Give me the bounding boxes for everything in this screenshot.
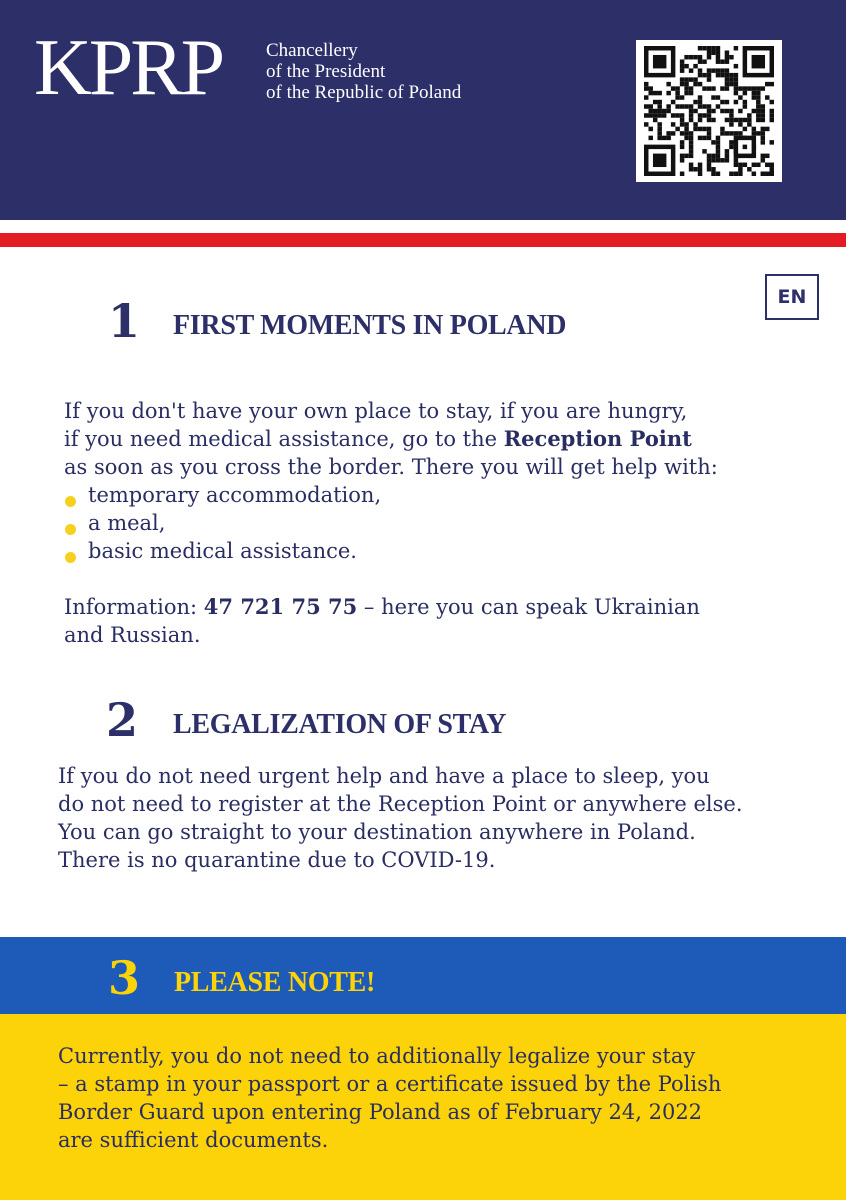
kprp-logo: KPRP — [34, 24, 223, 112]
blue-band — [0, 937, 846, 1014]
section-1-line: if you need medical assistance, go to the Reception Point — [64, 426, 692, 451]
info-line-2: and Russian. — [64, 623, 201, 647]
list-item: a meal, — [64, 509, 824, 537]
section-1-body — [64, 397, 824, 649]
section-1-number: 1 — [108, 294, 141, 348]
section-2-number: 2 — [106, 693, 139, 747]
org-line-2: of the President — [266, 61, 386, 82]
yellow-band — [0, 1014, 846, 1200]
red-stripe — [0, 233, 846, 247]
qr-code-icon — [644, 46, 774, 176]
section-1-line: If you don't have your own place to stay, if you are hungry, — [64, 399, 688, 423]
org-line-1: Chancellery — [266, 40, 358, 61]
section-3-body — [58, 1042, 828, 1154]
section-1-title: FIRST MOMENTS IN POLAND — [173, 310, 567, 341]
section-2-line: do not need to register at the Reception Point or anywhere else. — [58, 792, 743, 816]
help-list — [64, 481, 824, 565]
list-item: basic medical assistance. — [64, 537, 824, 565]
section-3-line: Currently, you do not need to additionally legalize your stay — [58, 1044, 696, 1068]
qr-code[interactable] — [636, 40, 782, 182]
phone-number[interactable]: 47 721 75 75 — [203, 594, 358, 619]
section-2-line: If you do not need urgent help and have a place to sleep, you — [58, 764, 710, 788]
reception-point-emphasis: Reception Point — [503, 426, 692, 451]
section-3-line: – a stamp in your passport or a certificate issued by the Polish — [58, 1072, 722, 1096]
org-line-3: of the Republic of Poland — [266, 82, 462, 103]
section-1-line: as soon as you cross the border. There you will get help with: — [64, 455, 718, 479]
section-3-title: PLEASE NOTE! — [174, 967, 375, 998]
section-3-line: are sufficient documents. — [58, 1128, 329, 1152]
section-3-number: 3 — [108, 951, 141, 1005]
section-2-body — [58, 762, 828, 874]
section-2-title: LEGALIZATION OF STAY — [173, 709, 507, 740]
language-badge: EN — [765, 274, 819, 320]
header-banner — [0, 0, 846, 220]
section-2-line: You can go straight to your destination anywhere in Poland. — [58, 820, 696, 844]
info-line: Information: 47 721 75 75 – here you can speak Ukrainian — [64, 594, 700, 619]
list-item: temporary accommodation, — [64, 481, 824, 509]
organization-name — [266, 40, 461, 103]
section-3-line: Border Guard upon entering Poland as of February 24, 2022 — [58, 1100, 703, 1124]
section-2-line: There is no quarantine due to COVID-19. — [58, 848, 496, 872]
